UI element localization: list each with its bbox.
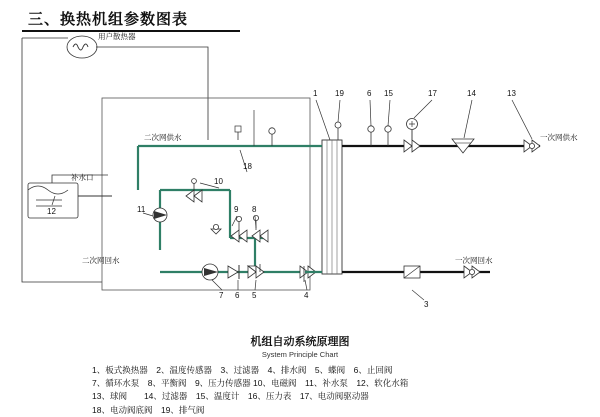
- callout-15: 15: [384, 89, 393, 98]
- legend-line-3: 13、球阀 14、过滤器 15、温度计 16、压力表 17、电动阀驱动器: [92, 391, 369, 402]
- callout-5: 5: [252, 291, 257, 300]
- label-primary-supply: 一次网供水: [540, 133, 578, 142]
- label-makeup-water-port: 补水口: [71, 173, 94, 182]
- callout-8: 8: [252, 205, 257, 214]
- callout-14: 14: [467, 89, 476, 98]
- figure-caption-cn: 机组自动系统原理图: [250, 336, 350, 348]
- legend-list: [92, 364, 512, 417]
- callout-10: 10: [214, 177, 223, 186]
- label-secondary-supply: 二次网供水: [144, 133, 182, 142]
- page-title: 三、换热机组参数图表: [28, 11, 189, 28]
- callout-6b: 6: [367, 89, 372, 98]
- label-user-radiator: 用户散热器: [98, 32, 136, 41]
- callout-9: 9: [234, 205, 239, 214]
- callout-19: 19: [335, 89, 344, 98]
- callout-4: 4: [304, 291, 309, 300]
- legend-line-1: 1、板式换热器 2、温度传感器 3、过滤器 4、排水阀 5、蝶阀 6、止回阀: [92, 365, 393, 375]
- callout-7: 7: [219, 291, 224, 300]
- callout-11: 11: [137, 205, 146, 214]
- label-secondary-return: 二次网回水: [82, 256, 120, 265]
- callout-6: 6: [235, 291, 240, 300]
- callout-3: 3: [424, 300, 429, 309]
- legend-line-4: 18、电动阀底阀 19、排气阀: [92, 404, 205, 415]
- callout-17: 17: [428, 89, 437, 98]
- callout-13: 13: [507, 89, 516, 98]
- callout-1: 1: [313, 89, 318, 98]
- label-primary-return: 一次网回水: [455, 256, 493, 265]
- callout-12: 12: [47, 207, 56, 216]
- legend-line-2: 7、循环水泵 8、平衡阀 9、压力传感器 10、电磁阀 11、补水泵 12、软化水箱: [92, 378, 409, 389]
- callout-18: 18: [243, 162, 252, 171]
- figure-caption-en: System Principle Chart: [261, 350, 339, 359]
